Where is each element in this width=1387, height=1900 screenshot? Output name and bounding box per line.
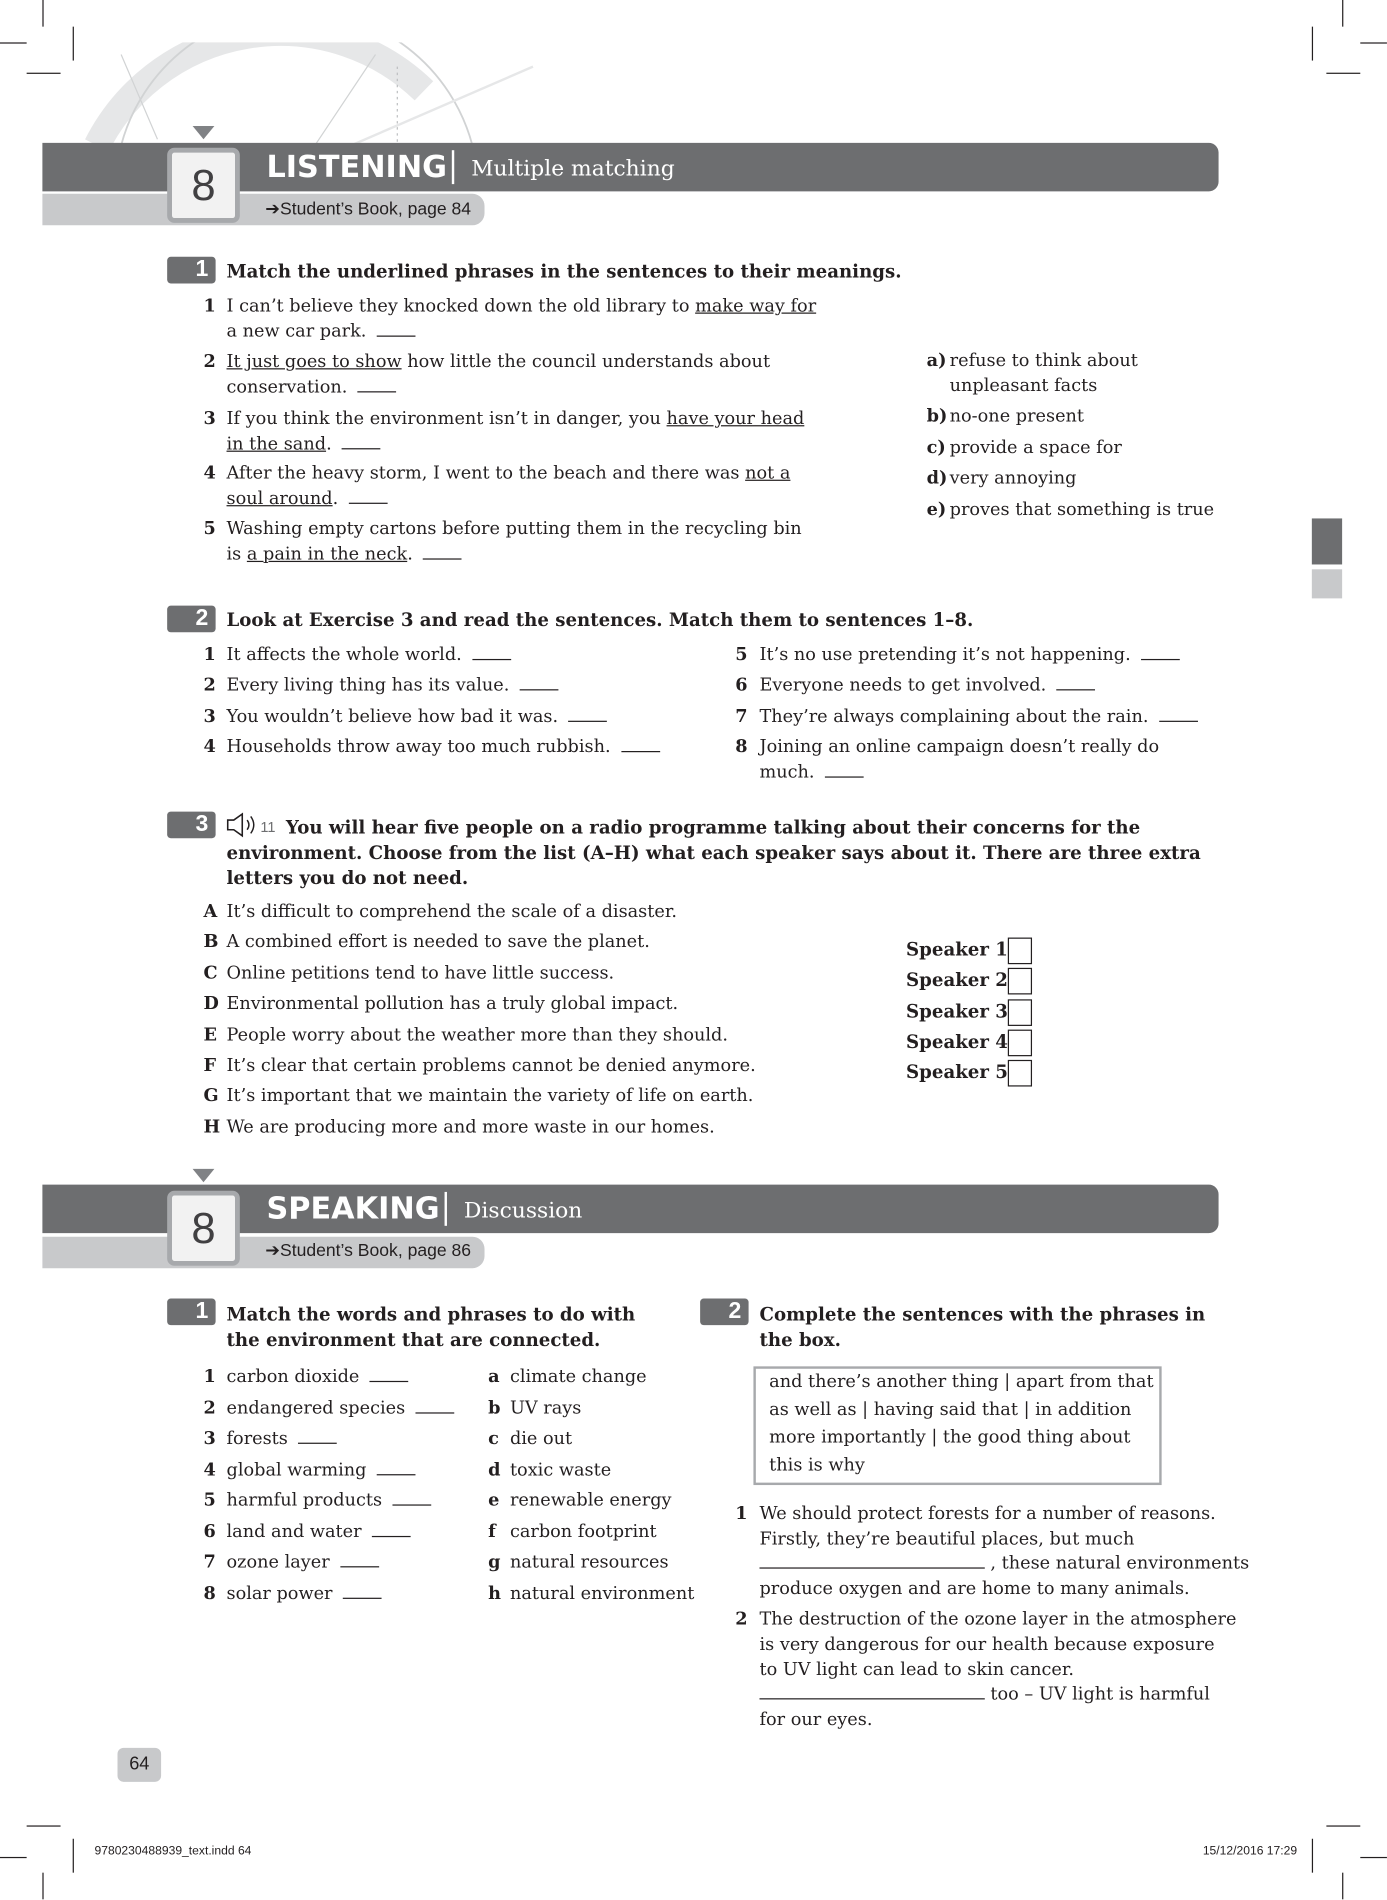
exercise-instruction: letters you do not need. [226,867,469,890]
option-text: Environmental pollution has a truly global impact. [226,993,679,1015]
speaker-label: Speaker 5 [906,1061,1008,1084]
option-letter: A [203,901,218,922]
word-item [227,1550,379,1574]
text-segment: land and water [226,1520,368,1542]
text-segment: Every living thing has its value. [226,674,515,696]
page-number: 64 [117,1748,161,1782]
text-segment: The destruction of the ozone layer in the atmosphere [759,1608,1237,1630]
underlined-phrase: soul around [226,488,333,509]
crop-mark [27,1825,61,1826]
item-number: 1 [203,1366,216,1387]
answer-blank[interactable] [372,1521,411,1537]
crop-mark [1312,27,1313,61]
sentence-line [227,735,660,759]
sentence-line [759,643,1179,667]
exercise-badge: 2 [167,606,215,633]
crop-mark [42,0,43,27]
sentence-line [759,1682,1209,1706]
option-letter: C [203,962,218,984]
crop-mark [1342,1873,1343,1900]
exercise-instruction: the environment that are connected. [226,1328,601,1351]
item-number: 6 [203,1520,216,1542]
option-letter: g [488,1551,501,1573]
text-segment: , these natural environments [984,1552,1250,1574]
section-subtitle: Multiple matching [471,156,675,182]
exercise-instruction: Match the underlined phrases in the sentences to their meanings. [226,260,902,283]
sentence-line [759,1502,1215,1526]
text-segment: carbon dioxide [226,1366,365,1387]
footer-timestamp: 15/12/2016 17:29 [1202,1844,1298,1859]
sentence-line [759,1708,872,1732]
item-number: 1 [735,1503,748,1524]
text-segment: too – UV light is harmful [984,1683,1210,1705]
option-letter: c [488,1428,499,1449]
text-segment: a new car park. [226,320,373,342]
phrase-box-line: more importantly | the good thing about [769,1426,1131,1448]
sentence-line [759,705,1197,729]
sentence-line [227,487,388,511]
text-segment: is [226,543,247,565]
option-letter: F [203,1055,217,1076]
sentence-line [227,320,416,344]
item-number: 6 [735,674,748,696]
crop-mark [1326,73,1360,74]
sentence-line [759,1658,1074,1682]
sentence-line [227,432,381,456]
sentence-line [227,350,771,374]
speaker-answer-box[interactable] [1008,1029,1032,1056]
book-ref-label: Student’s Book, page 84 [279,199,472,220]
footer-file-info: 9780230488939_text.indd 64 [94,1844,252,1859]
item-number: 2 [203,1397,216,1418]
item-number: 7 [203,1551,216,1573]
answer-blank[interactable] [1057,675,1096,691]
word-item [227,1396,455,1420]
option-text: refuse to think about [949,350,1138,371]
sentence-line [227,407,805,431]
speaker-answer-box[interactable] [1008,968,1032,995]
option-letter: H [203,1116,221,1138]
text-segment: It’s no use pretending it’s not happening. [759,644,1137,666]
text-segment: If you think the environment isn’t in danger, you [226,408,667,429]
word-item: renewable energy [509,1489,672,1511]
item-number: 3 [203,408,216,429]
option-text: unpleasant facts [949,375,1098,397]
item-number: 2 [735,1608,748,1630]
crop-mark [1312,1839,1313,1873]
answer-blank[interactable] [340,1552,379,1568]
answer-blank[interactable] [472,644,511,660]
option-text: It’s important that we maintain the variety of life on earth. [226,1085,754,1107]
side-tab-light [1312,569,1342,598]
text-segment: It affects the whole world. [226,644,468,666]
exercise-badge: 1 [167,257,215,284]
underlined-phrase: make way for [695,295,817,317]
underlined-phrase: have your head [666,408,805,429]
option-text: People worry about the weather more than they should. [226,1024,728,1045]
text-segment: ozone layer [226,1551,336,1573]
students-book-ref[interactable] [265,1242,471,1261]
sentence-line [227,643,511,667]
answer-blank[interactable] [416,1397,455,1413]
students-book-ref[interactable] [265,200,471,219]
book-ref-label: Student’s Book, page 86 [279,1241,472,1261]
answer-blank[interactable] [393,1490,432,1506]
answer-blank[interactable] [343,1583,382,1599]
text-segment: . [326,433,338,455]
item-number: 3 [203,1428,216,1449]
text-segment: harmful products [226,1489,388,1511]
text-segment: Firstly, they’re beautiful places, but much [759,1528,1135,1550]
text-segment: . [407,543,419,565]
word-item [227,1458,416,1482]
exercise-badge: 2 [700,1299,748,1326]
crop-mark [73,27,74,61]
text-segment: We should protect forests for a number of reasons. [759,1503,1216,1524]
item-number: 8 [735,736,748,758]
option-letter: d [488,1459,501,1480]
sentence-line [227,376,397,400]
answer-blank[interactable] [370,1366,409,1382]
item-number: 4 [203,1459,216,1480]
text-segment: Households throw away too much rubbish. [226,736,617,758]
audio-speaker-icon[interactable] [225,812,259,839]
word-item [227,1489,432,1513]
option-letter: f [488,1520,496,1542]
item-number: 7 [735,706,748,727]
speaker-label: Speaker 3 [906,1000,1008,1022]
text-segment: You wouldn’t believe how bad it was. [226,706,564,727]
option-key: d) [926,467,948,489]
item-number: 8 [203,1582,216,1604]
item-number: 5 [203,1489,216,1511]
sentence-line [759,1577,1189,1601]
crop-mark [73,1839,74,1873]
option-text: proves that something is true [949,499,1215,520]
answer-blank[interactable] [423,544,462,560]
answer-blank[interactable] [298,1428,337,1444]
sentence-line [227,673,559,697]
text-segment: They’re always complaining about the rain. [759,706,1155,727]
option-letter: E [203,1024,217,1045]
sentence-line [759,1552,1249,1576]
phrase-box-line: as well as | having said that | in addition [769,1399,1132,1420]
underlined-phrase: It just goes to show [226,351,402,372]
sentence-line: Joining an online campaign doesn’t really do [759,736,1160,758]
option-key: e) [926,499,947,520]
word-item: carbon footprint [509,1520,657,1542]
phrase-box-line: and there’s another thing | apart from that [769,1371,1154,1392]
section-title: LISTENING [266,148,448,185]
underlined-phrase: a pain in the neck [246,543,408,565]
audio-track-number: 11 [260,818,276,836]
answer-blank[interactable] [759,1684,984,1700]
item-number: 5 [735,644,748,666]
phrase-box-line: this is why [769,1454,865,1476]
text-segment: After the heavy storm, I went to the beach and there was [226,462,746,484]
crop-mark [0,1857,27,1858]
sentence-line [759,761,863,785]
word-item [227,1520,411,1544]
option-text: We are producing more and more waste in our homes. [226,1116,715,1138]
sentence-line [759,673,1095,697]
word-item: natural environment [509,1582,695,1604]
option-letter: b [488,1397,501,1418]
text-segment: how little the council understands about [401,351,771,372]
answer-blank[interactable] [349,488,388,504]
crop-mark [1342,0,1343,27]
option-letter: e [488,1489,500,1511]
option-letter: B [203,931,219,953]
option-text: Online petitions tend to have little success. [226,962,615,984]
item-number: 2 [203,674,216,696]
sentence-line [227,462,791,486]
option-text: no-one present [949,405,1085,427]
exercise-instruction: the box. [759,1328,841,1351]
item-number: 2 [203,351,216,372]
exercise-instruction: Complete the sentences with the phrases in [759,1303,1206,1326]
word-item [227,1581,382,1605]
item-number: 3 [203,706,216,727]
answer-blank[interactable] [569,706,608,722]
word-item: toxic waste [509,1459,612,1480]
answer-blank[interactable] [621,736,660,752]
unit-number: 8 [167,148,240,223]
sentence-line [759,1607,1236,1631]
exercise-instruction: environment. Choose from the list (A–H) what each speaker says about it. There are three extra [226,841,1201,864]
word-item [227,1427,338,1451]
exercise-badge: 3 [167,812,215,839]
word-item: natural resources [509,1551,669,1573]
title-divider [445,1192,447,1226]
sentence-line [227,294,817,318]
answer-blank[interactable] [377,321,416,337]
word-item: die out [509,1428,573,1449]
speaker-answer-box[interactable] [1008,999,1032,1026]
word-item: climate change [509,1366,647,1387]
text-segment: is very dangerous for our health because exposure [759,1634,1215,1655]
option-text: very annoying [949,467,1077,489]
speaker-answer-box[interactable] [1008,1060,1032,1087]
option-key: a) [926,350,947,371]
text-segment: . [332,488,344,509]
answer-blank[interactable] [520,675,559,691]
answer-blank[interactable] [342,434,381,450]
crop-mark [27,73,61,74]
text-segment: Everyone needs to get involved. [759,674,1052,696]
option-letter: D [203,993,219,1015]
underlined-phrase: in the sand [226,433,327,455]
sentence-line [227,543,463,567]
option-letter: a [488,1366,500,1387]
item-number: 1 [203,295,216,317]
option-text: It’s clear that certain problems cannot be denied anymore. [226,1055,756,1076]
unit-number: 8 [167,1191,240,1266]
text-segment: for our eyes. [759,1709,873,1730]
text-segment: much. [759,761,821,783]
sentence-line [227,517,802,541]
text-segment: produce oxygen and are home to many animals. [759,1578,1190,1599]
option-text: provide a space for [949,437,1122,458]
exercise-instruction: Look at Exercise 3 and read the sentences. Match them to sentences 1–8. [226,609,974,632]
option-text: A combined effort is needed to save the planet. [226,931,650,953]
item-number: 1 [203,644,216,666]
text-segment: global warming [226,1459,373,1480]
arrow-right-icon: ➔ [265,199,280,220]
section-title: SPEAKING [266,1190,440,1226]
decorative-arc-graphic [73,42,558,145]
text-segment: endangered species [226,1397,411,1418]
side-tab-dark [1312,518,1342,564]
crop-mark [42,1873,43,1900]
text-segment: solar power [226,1582,339,1604]
option-letter: h [488,1582,502,1604]
option-letter: G [203,1085,219,1107]
title-divider [452,150,454,184]
sentence-line [227,705,608,729]
text-segment: Washing empty cartons before putting them in the recycling bin [226,518,802,540]
option-key: c) [926,437,946,458]
item-number: 4 [203,462,216,484]
answer-blank[interactable] [377,1459,416,1475]
section-subtitle: Discussion [463,1197,583,1224]
crop-mark [1326,1825,1360,1826]
sentence-line [759,1527,1134,1551]
text-segment: forests [226,1428,294,1449]
exercise-badge: 1 [167,1299,215,1326]
speaker-label: Speaker 4 [906,1030,1008,1053]
exercise-instruction: Match the words and phrases to do with [226,1303,636,1326]
answer-blank[interactable] [1141,644,1180,660]
crop-mark [1360,1857,1387,1858]
text-segment: I can’t believe they knocked down the old library to [226,295,696,317]
item-number: 4 [203,736,216,758]
section-marker-icon [193,1169,215,1182]
crop-mark [0,42,27,43]
speaker-label: Speaker 1 [906,938,1008,961]
exercise-instruction: You will hear five people on a radio programme talking about their concerns for the [285,816,1141,839]
speaker-label: Speaker 2 [906,969,1008,992]
answer-blank[interactable] [759,1553,984,1569]
answer-blank[interactable] [1159,706,1198,722]
answer-blank[interactable] [825,762,864,778]
arrow-right-icon: ➔ [265,1241,280,1261]
underlined-phrase: not a [745,462,791,484]
item-number: 5 [203,518,216,540]
speaker-answer-box[interactable] [1008,938,1032,965]
word-item [227,1365,409,1389]
text-segment: conservation. [226,376,353,398]
crop-mark [1360,42,1387,43]
answer-blank[interactable] [358,377,397,393]
section-marker-icon [193,126,215,139]
sentence-line [759,1633,1214,1657]
option-key: b) [926,405,948,427]
word-item: UV rays [509,1397,582,1418]
text-segment: to UV light can lead to skin cancer. [759,1659,1075,1681]
option-text: It’s difficult to comprehend the scale of a disaster. [226,901,677,922]
